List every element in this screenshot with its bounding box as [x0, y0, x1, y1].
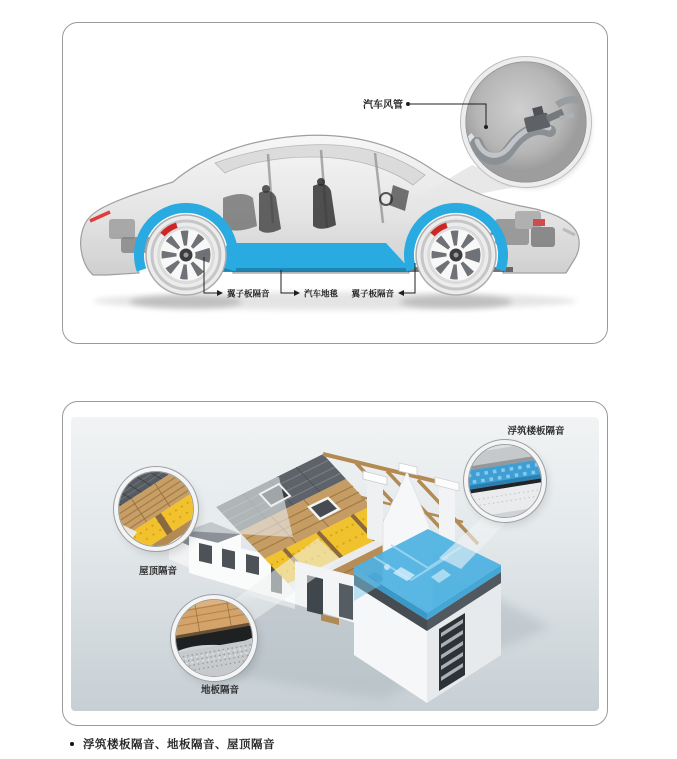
car-figure-panel: [62, 22, 608, 344]
house-cutaway-illustration: [71, 417, 599, 711]
bullet-icon: [70, 742, 74, 746]
headrest: [317, 178, 325, 186]
label-fender-insulation-left: 翼子板隔音: [227, 288, 270, 299]
summary-text: 浮筑楼板隔音、地板隔音、屋顶隔音: [83, 739, 275, 751]
house-figure-panel: [62, 401, 608, 726]
wheel-shadow: [400, 295, 512, 309]
label-carpet: 汽车地毯: [304, 288, 339, 299]
rear-wheel: [146, 215, 226, 295]
house-canvas: [71, 417, 599, 711]
carpet-highlight: [213, 243, 409, 271]
trunk-parts: [109, 219, 135, 239]
wheel-shadow: [130, 295, 242, 309]
magnifier-cone: [185, 477, 293, 537]
label-floor-insulation: 地板隔音: [200, 685, 240, 696]
summary-bullet-item: [70, 736, 275, 752]
front-wheel: [416, 215, 496, 295]
floating-floor-magnifier: [462, 437, 550, 524]
label-air-duct: 汽车风管: [363, 100, 403, 111]
headrest: [262, 185, 270, 193]
label-roof-insulation: 屋顶隔音: [138, 566, 178, 577]
air-duct-magnifier: [461, 57, 592, 189]
car-cutaway-illustration: [63, 23, 607, 343]
label-fender-insulation-right: 翼子板隔音: [351, 288, 394, 299]
label-floating-floor-insulation: 浮筑楼板隔音: [507, 426, 565, 437]
